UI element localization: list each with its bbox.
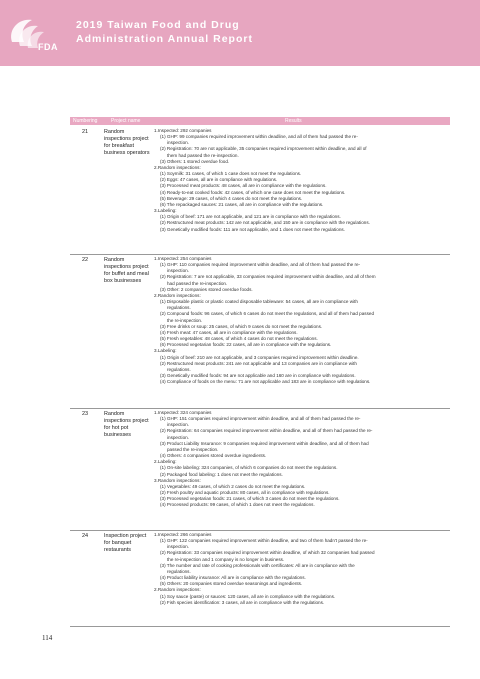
logo-text: FDA: [38, 42, 58, 52]
result-line: regulations.: [167, 305, 191, 311]
result-line: 3.Random inspections:: [154, 477, 201, 483]
result-line: (1) GHP: 110 companies required improvement within deadline, and all of them had passed the re-: [160, 262, 361, 268]
result-line: 1.Inspected: 324 companies: [154, 410, 212, 415]
row-number: 23: [82, 411, 89, 417]
result-line: (5) Others: 20 companies stored overdue seasonings and ingredients.: [160, 581, 303, 587]
result-line: 3.Labeling:: [154, 208, 177, 214]
result-line: (2) Registration: 7 are not applicable, 33 companies required improvement within deadline, and all of them: [160, 274, 376, 280]
project-name: Random inspections project for breakfast business operators: [104, 129, 150, 157]
result-line: (2) Packaged food labeling: 1 does not meet the regulations.: [160, 471, 283, 477]
result-line: 2.Labeling:: [154, 459, 177, 465]
result-line: 1.Inspected: 254 companies: [154, 256, 212, 261]
result-line: 2.Random inspections:: [154, 164, 201, 170]
results-cell: [154, 532, 448, 606]
result-line: (3) Product Liability Insurance: 9 companies required improvement within deadline, and all of them had: [160, 440, 369, 446]
result-line: (5) Fresh vegetables: 48 cases, of which 4 cases do not meet the regulations.: [160, 336, 318, 342]
result-line: (3) Genetically modified foods: 94 are not applicable and 160 are in compliance with regulations.: [160, 372, 356, 378]
column-header-results: Results: [285, 118, 302, 124]
result-line: (1) Soy sauce (paste) or sauces: 120 cases, all are in compliance with the regulations.: [160, 593, 336, 599]
report-title: [76, 18, 253, 46]
result-line: regulations.: [167, 568, 191, 574]
result-line: had passed the re-inspection.: [167, 280, 228, 286]
result-line: 3.Labeling:: [154, 348, 177, 354]
result-line: (4) Compliance of foods on the menu: 71 are not applicable and 183 are in compliance with regulations.: [160, 379, 371, 385]
results-cell: [154, 410, 448, 509]
result-line: (5) Beverage: 29 cases, of which 4 cases do not meet the regulations.: [160, 195, 303, 201]
result-line: (2) Registration: 70 are not applicable, 35 companies required improvement within deadline, and all of: [160, 146, 367, 152]
result-line: the re-inspection and 1 company is no longer in business.: [167, 556, 285, 562]
result-line: 1.Inspected: 266 companies: [154, 532, 212, 537]
result-line: (1) On-site labeling: 324 companies, of which 6 companies do not meet the regulations.: [160, 465, 338, 471]
result-line: (3) Processed vegetarian foods: 21 cases, of which 3 cases do not meet the regulations.: [160, 496, 340, 502]
result-line: (1) Origin of beef: 171 are not applicable, and 121 are in compliance with the regulations.: [160, 214, 341, 220]
result-line: (6) Processed vegetarian foods: 22 cases, all are in compliance with the regulations.: [160, 342, 332, 348]
result-line: (1) Origin of beef: 210 are not applicable, and 3 companies required improvement within deadline.: [160, 354, 359, 360]
result-line: (2) Restructured meat products: 142 are not applicable, and 150 are in compliance with the regulations.: [160, 220, 370, 226]
result-line: (3) Others: 1 stored overdue food.: [160, 158, 230, 164]
page-number: 114: [42, 634, 53, 642]
result-line: (4) Ready-to-eat cooked foods: 42 cases, of which one case does not meet the regulations.: [160, 189, 346, 195]
result-line: (1) GHP: 122 companies required improvement within deadline, and two of them hadn't passed the re-: [160, 538, 368, 544]
result-line: (2) Restructured meat products: 241 are not applicable and 13 companies are in compliance with: [160, 360, 357, 366]
result-line: (3) Other: 2 companies stored overdue foods.: [160, 286, 253, 292]
result-line: (2) Registration: 64 companies required improvement within deadline, and all of them had passed the re-: [160, 428, 373, 434]
table-header: [70, 117, 450, 125]
table-row: [70, 530, 450, 627]
result-line: (2) Registration: 33 companies required improvement within deadline, of which 32 companies had passed: [160, 550, 375, 556]
result-line: (6) The repackaged sauces: 21 cases, all are in compliance with the regulations.: [160, 201, 324, 207]
row-number: 21: [82, 129, 89, 135]
result-line: (1) Soymilk: 31 cases, of which 1 case does not meet the regulations.: [160, 171, 302, 177]
result-line: 1.Inspected: 292 companies: [154, 128, 212, 133]
project-name: Random inspections project for hot pot businesses: [104, 411, 149, 439]
result-line: passed the re-inspection.: [167, 446, 219, 452]
result-line: the re-inspection.: [167, 317, 203, 323]
result-line: (2) Fish species identification: 3 cases, all are in compliance with the regulations.: [160, 599, 325, 605]
result-line: (4) Others: 4 companies stored overdue ingredients.: [160, 453, 267, 459]
result-line: (3) The number and rate of cooking professionals with certificates: All are in compliance with the: [160, 562, 355, 568]
result-line: (1) GHP: 99 companies required improvement within deadline, and all of them had passed the re-: [160, 134, 358, 140]
table-row: [70, 126, 450, 255]
result-line: (3) Free drinks or soup: 25 cases, of which 9 cases do not meet the regulations.: [160, 323, 323, 329]
project-name: Random inspections project for buffet and meal box businesses: [104, 257, 149, 285]
result-line: inspection.: [167, 544, 189, 550]
result-line: inspection.: [167, 268, 189, 274]
result-line: (3) Processed meat products: 48 cases, all are in compliance with the regulations.: [160, 183, 327, 189]
result-line: regulations.: [167, 366, 191, 372]
result-line: them had passed the re-inspection.: [167, 152, 239, 158]
result-line: (2) Compound foods: 96 cases, of which 6 cases do not meet the regulations, and all of them had passed: [160, 311, 374, 317]
result-line: (1) Vegetables: 49 cases, of which 2 cases do not meet the regulations.: [160, 483, 306, 489]
table-row: [70, 254, 450, 409]
result-line: (1) Disposable plastic or plastic coated disposable tableware: 54 cases, all are in compliance with: [160, 299, 358, 305]
result-line: (3) Genetically modified foods: 111 are not applicable, and 1 does not meet the regulations.: [160, 226, 345, 232]
project-name: Inspection project for banquet restaurants: [104, 533, 147, 554]
row-number: 22: [82, 257, 89, 263]
results-cell: [154, 256, 448, 385]
result-line: (2) Fresh poultry and aquatic products: 80 cases, all in compliance with regulations.: [160, 490, 330, 496]
report-header: [0, 0, 480, 66]
results-cell: [154, 128, 448, 233]
column-header-project-name: Project name: [111, 118, 141, 124]
title-line-1: 2019 Taiwan Food and Drug: [76, 19, 240, 31]
table-row: [70, 408, 450, 531]
result-line: (4) Processed products: 99 cases, of which 1 does not meet the regulations.: [160, 502, 315, 508]
result-line: inspection.: [167, 422, 189, 428]
column-header-numbering: Numbering: [73, 118, 98, 124]
result-line: 2.Random inspections:: [154, 587, 201, 593]
result-line: (4) Fresh meat: 47 cases, all are in compliance with the regulations.: [160, 329, 298, 335]
result-line: (4) Product liability insurance: All are in compliance with the regulations.: [160, 575, 306, 581]
result-line: inspection.: [167, 434, 189, 440]
result-line: inspection.: [167, 140, 189, 146]
result-line: (1) GHP: 151 companies required improvement within deadline, and all of them had passed the re-: [160, 416, 361, 422]
result-line: (2) Eggs: 47 cases, all are in compliance with regulations.: [160, 177, 278, 183]
title-line-2: Administration Annual Report: [76, 33, 253, 45]
row-number: 24: [82, 533, 89, 539]
result-line: 2.Random inspections:: [154, 292, 201, 298]
